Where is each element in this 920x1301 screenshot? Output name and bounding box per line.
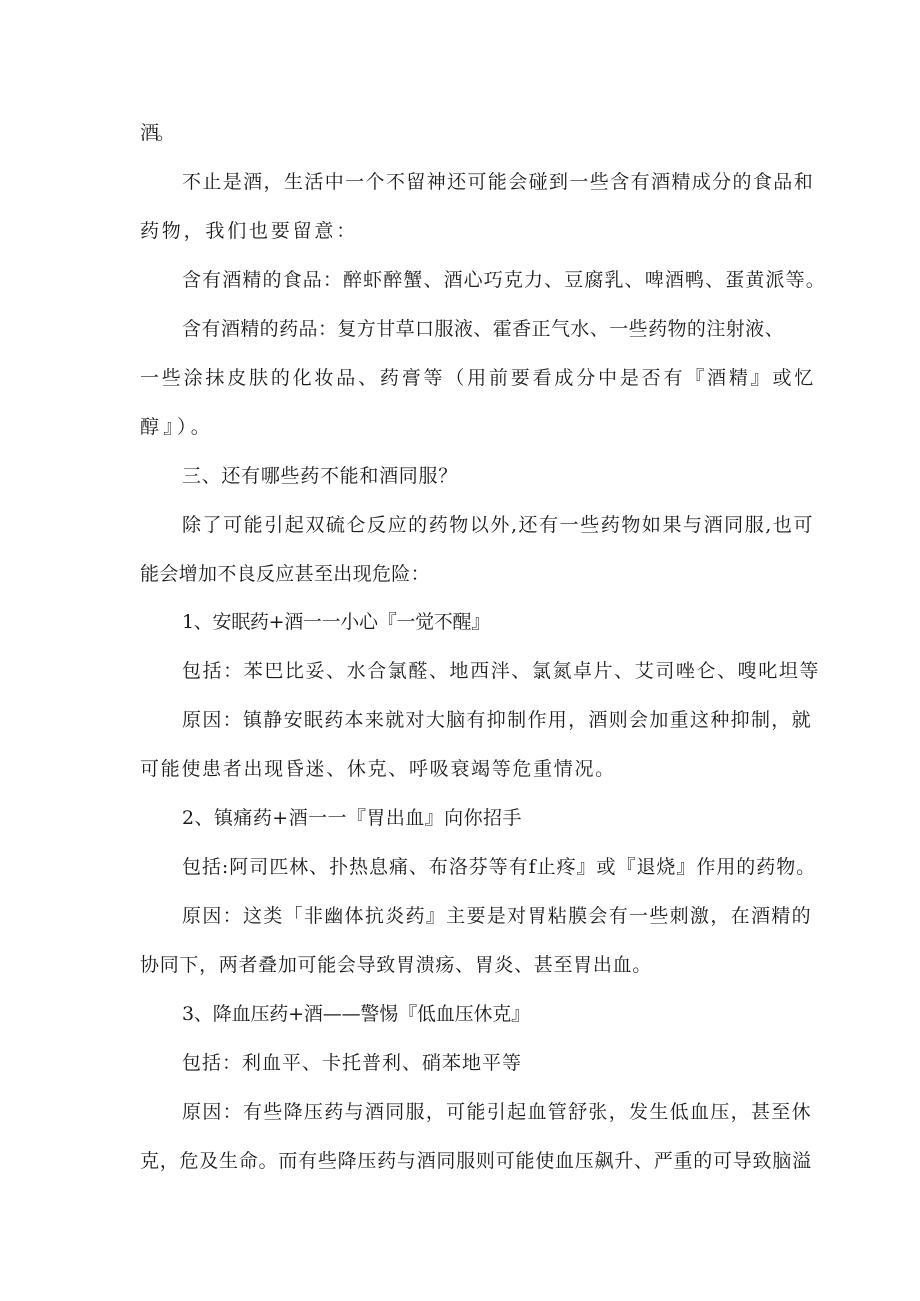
paragraph-line: 除了可能引起双硫仑反应的药物以外,还有一些药物如果与酒同服,也可 — [182, 514, 815, 536]
paragraph-line: 一些涂抹皮肤的化妆品、药膏等（用前要看成分中是否有『酒精』或忆 — [140, 367, 817, 389]
paragraph-line: 可能使患者出现昏迷、休克、呼吸衰竭等危重情况。 — [140, 758, 616, 780]
subheading: 3、降血压药+酒——警惕『低血压休克』 — [182, 1003, 530, 1025]
paragraph-line: 酒。 — [140, 122, 173, 144]
section-heading: 三、还有哪些药不能和酒同服？ — [182, 465, 458, 487]
paragraph-line: 药物，我们也要留意： — [140, 220, 359, 242]
paragraph-line: 含有酒精的食品：醉虾醉蟹、酒心巧克力、豆腐乳、啤酒鸭、蛋黄派等。 — [182, 269, 826, 291]
paragraph-line: 原因：这类「非幽体抗炎药』主要是对胃粘膜会有一些刺激，在酒精的 — [182, 905, 812, 927]
subheading: 2、镇痛药+酒一一『胃出血』向你招手 — [182, 807, 522, 829]
paragraph-line: 不止是酒，生活中一个不留神还可能会碰到一些含有酒精成分的食品和 — [182, 171, 815, 193]
paragraph-line: 包括:阿司匹林、扑热息痛、布洛芬等有f止疼』或『退烧』作用的药物。 — [182, 856, 817, 878]
subheading: 1、安眠药+酒一一小心『一觉不醒』 — [182, 611, 490, 633]
paragraph-line: 包括：利血平、卡托普利、硝苯地平等 — [182, 1052, 523, 1074]
paragraph-line: 能会增加不良反应甚至出现危险： — [140, 563, 430, 585]
paragraph-line: 包括：苯巴比妥、水合氯醛、地西泮、氯氮卓片、艾司唑仑、嗖叱坦等 — [182, 660, 820, 682]
paragraph-line: 原因：有些降压药与酒同服，可能引起血管舒张，发生低血压，甚至休 — [182, 1101, 812, 1123]
paragraph-line: 克，危及生命。而有些降压药与酒同服则可能使血压飙升、严重的可导致脑溢 — [140, 1150, 812, 1172]
paragraph-line: 醇』）。 — [140, 416, 215, 438]
paragraph-line: 原因：镇静安眠药本来就对大脑有抑制作用，酒则会加重这种抑制，就 — [182, 709, 812, 731]
paragraph-line: 协同下，两者叠加可能会导致胃溃疡、胃炎、甚至胃出血。 — [140, 954, 652, 976]
paragraph-line: 含有酒精的药品：复方甘草口服液、霍香正气水、一些药物的注射液、 — [182, 318, 785, 340]
